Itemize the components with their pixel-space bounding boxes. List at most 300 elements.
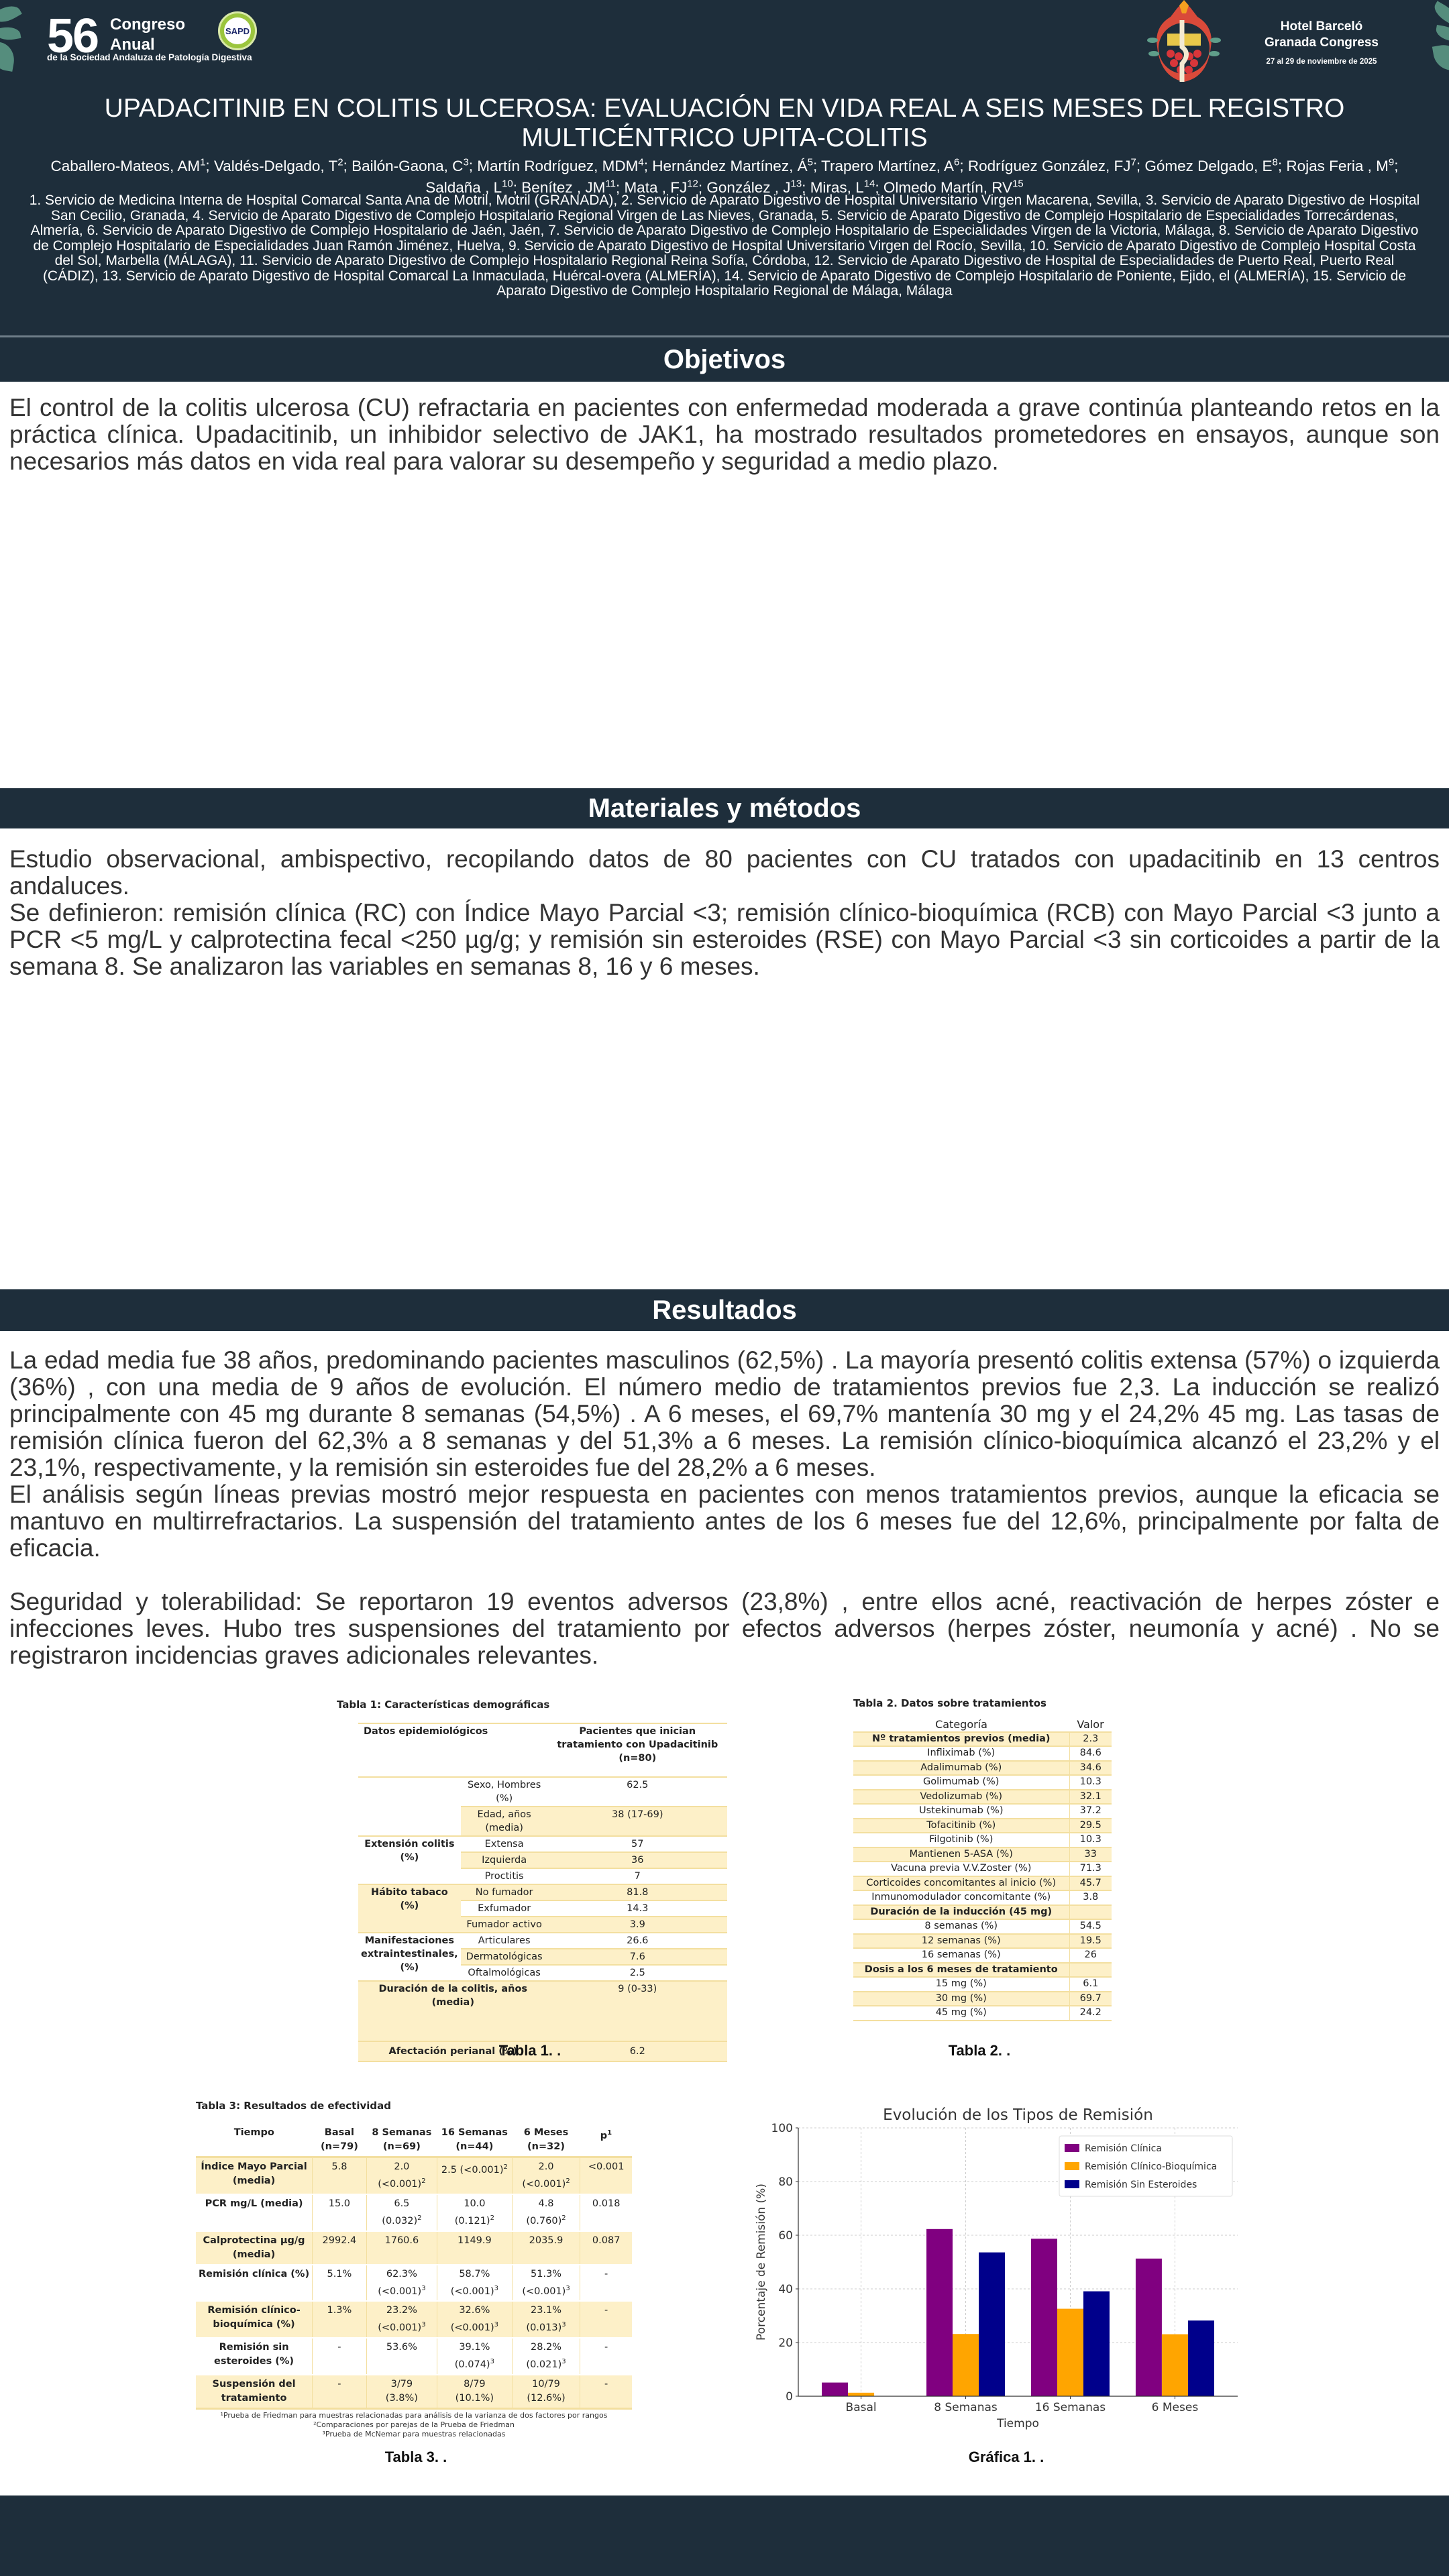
table2-value-cell: 37.2 <box>1069 1804 1112 1819</box>
table3-value-cell <box>437 2194 513 2231</box>
bar-1-0 <box>848 2393 874 2396</box>
table3-label-cell: Remisión clínico-bioquímica (%) <box>196 2301 313 2338</box>
y-tick-label: 60 <box>778 2229 793 2243</box>
table2-row <box>853 2006 1112 2021</box>
table2-category-cell: Ustekinumab (%) <box>853 1804 1069 1819</box>
table2-value-cell: 34.6 <box>1069 1761 1112 1776</box>
table3-pvalue: (<0.001) <box>378 2178 422 2190</box>
table3-value: <0.001 <box>588 2161 625 2172</box>
section-heading: Objetivos <box>663 345 786 374</box>
table3-value: 53.6% <box>386 2342 417 2353</box>
author-affiliation-number: 1 <box>200 156 206 168</box>
table3-pvalue: (12.6%) <box>527 2393 566 2404</box>
author-separator: ; <box>1394 157 1399 174</box>
table2-category-cell: Tofacitinib (%) <box>853 1819 1069 1833</box>
table3-row <box>196 2338 632 2375</box>
author-separator: ; <box>802 179 810 196</box>
bar-1-2 <box>1057 2309 1083 2396</box>
table2-row <box>853 1732 1112 1747</box>
table3-footnote: ³Prueba de McNemar para muestras relacionadas <box>322 2430 506 2439</box>
table3-value-cell <box>512 2265 580 2302</box>
table3-value-cell <box>366 2157 437 2194</box>
table1-value-cell: 26.6 <box>548 1933 727 1949</box>
table1-value-cell: 14.3 <box>548 1900 727 1917</box>
table1-header-left: Datos epidemiológicos <box>358 1723 548 1777</box>
table1-value-cell: 6.2 <box>548 2041 727 2061</box>
bar-1-3 <box>1162 2334 1188 2396</box>
table1-label-cell: Articulares <box>461 1933 548 1949</box>
table3-value-cell <box>512 2375 580 2409</box>
author <box>50 158 205 174</box>
table2-value-cell: 10.3 <box>1069 1775 1112 1790</box>
table2-value-cell <box>1069 1963 1112 1978</box>
table1-label-cell: Extensa <box>461 1836 548 1852</box>
table3-row <box>196 2301 632 2338</box>
table3-value: 0.087 <box>592 2235 621 2246</box>
table1 <box>337 1699 729 2062</box>
table2-category-cell: Corticoides concomitantes al inicio (%) <box>853 1876 1069 1891</box>
table2-category-cell: Inmunomodulador concomitante (%) <box>853 1890 1069 1905</box>
author <box>652 158 813 174</box>
table3-value: 4.8 <box>538 2198 554 2209</box>
author-name: Mata , FJ <box>624 179 688 196</box>
table2-row <box>853 1934 1112 1949</box>
table3-header-sup: 1 <box>607 2129 612 2137</box>
table3-label-cell: Remisión clínica (%) <box>196 2265 313 2302</box>
table2-row <box>853 1876 1112 1891</box>
table2-row <box>853 1804 1112 1819</box>
leaf-decoration-icon <box>0 41 17 72</box>
table1-label-cell: Fumador activo <box>461 1917 548 1933</box>
author-separator: ; <box>959 157 968 174</box>
table3-pvalue: (0.021) <box>526 2359 562 2371</box>
table1-header-right: Pacientes que inician tratamiento con Upadacitinib (n=80) <box>548 1723 727 1777</box>
table3-footnote-ref: 2 <box>490 2214 494 2222</box>
table3-pvalue: (10.1%) <box>455 2393 494 2404</box>
table2-value-cell: 19.5 <box>1069 1934 1112 1949</box>
table3-footnote-ref: 3 <box>494 2321 499 2329</box>
section-header-objetivos <box>0 337 1449 382</box>
author-name: Olmedo Martín, RV <box>883 179 1013 196</box>
table3-header-sub: (n=44) <box>455 2141 494 2152</box>
table3-value-cell <box>437 2157 513 2194</box>
table3-value: - <box>604 2268 608 2279</box>
x-axis-label: Tiempo <box>997 2417 1039 2430</box>
table3-row <box>196 2157 632 2194</box>
congress-logo <box>47 9 302 70</box>
table2-header-value: Valor <box>1077 1717 1104 1731</box>
table2-row <box>853 1790 1112 1805</box>
author-separator: ; <box>1277 157 1287 174</box>
author <box>477 158 643 174</box>
table3-value: 62.3% <box>386 2268 417 2279</box>
table3-value-cell <box>313 2338 367 2375</box>
table1-label-cell: Afectación perianal (%) <box>358 2041 548 2061</box>
table3-value-cell <box>366 2338 437 2375</box>
table3-footnote-ref: 3 <box>490 2358 494 2366</box>
bar-2-2 <box>1083 2292 1110 2396</box>
table1-label-cell: Edad, años (media) <box>461 1807 548 1836</box>
table3-header-cell <box>366 2124 437 2157</box>
y-tick-label: 40 <box>778 2283 793 2296</box>
author-affiliation-number: 4 <box>638 156 644 168</box>
author <box>968 158 1136 174</box>
table3-pvalue: (3.8%) <box>385 2393 418 2404</box>
table3-value: - <box>337 2379 341 2390</box>
table3-footnote-ref: 3 <box>421 2321 426 2329</box>
table3-value-cell <box>512 2194 580 2231</box>
table3-value-cell <box>313 2231 367 2265</box>
table3-value: 0.018 <box>592 2198 621 2209</box>
table1-value-cell: 9 (0-33) <box>548 1981 727 2041</box>
congress-label <box>110 15 185 55</box>
author <box>1286 158 1394 174</box>
table1-title: Tabla 1: Características demográficas <box>337 1699 550 1711</box>
table2-value-cell: 10.3 <box>1069 1833 1112 1847</box>
congress-line2: Anual <box>110 36 155 54</box>
author-separator: ; <box>513 179 522 196</box>
table2-value-cell: 32.1 <box>1069 1790 1112 1805</box>
author-affiliation-number: 2 <box>337 156 343 168</box>
table2-value-cell: 2.3 <box>1069 1732 1112 1747</box>
table1-group-cell: Hábito tabaco (%) <box>358 1884 461 1933</box>
table3-label-cell: Índice Mayo Parcial (media) <box>196 2157 313 2194</box>
table3-header-sub: (n=79) <box>320 2141 358 2152</box>
resultados-body <box>9 1347 1440 1669</box>
author-name: Benítez , JM <box>521 179 606 196</box>
table1-group-cell: Manifestaciones extraintestinales, (%) <box>358 1933 461 1981</box>
table1-value-cell: 57 <box>548 1836 727 1852</box>
poster-header <box>0 0 1449 337</box>
section-heading: Resultados <box>652 1295 797 1325</box>
y-tick-label: 80 <box>778 2176 793 2189</box>
table2-row <box>853 1919 1112 1934</box>
table2-row <box>853 1761 1112 1776</box>
author-name: Valdés-Delgado, T <box>213 157 338 174</box>
table2-category-cell: 15 mg (%) <box>853 1977 1069 1992</box>
table3-value-cell <box>580 2231 632 2265</box>
table2-value-cell: 54.5 <box>1069 1919 1112 1934</box>
author-affiliation-number: 11 <box>605 178 616 190</box>
table3-value-cell <box>437 2231 513 2265</box>
table3-value-cell <box>437 2265 513 2302</box>
table3-value: 2.0 <box>538 2161 554 2172</box>
table2-category-cell: Mantienen 5-ASA (%) <box>853 1847 1069 1862</box>
table2-title: Tabla 2. Datos sobre tratamientos <box>853 1697 1046 1709</box>
author-separator: ; <box>643 157 653 174</box>
table3-header-cell <box>437 2124 513 2157</box>
table2-row <box>853 1746 1112 1761</box>
table1-row <box>358 1884 727 1900</box>
table3-value: 10.0 <box>464 2198 486 2209</box>
table1-value-cell: 81.8 <box>548 1884 727 1900</box>
table3-value-cell <box>512 2301 580 2338</box>
author <box>821 158 959 174</box>
x-tick-label: 8 Semanas <box>934 2401 998 2414</box>
table3-value: 15.0 <box>328 2198 351 2209</box>
table3-row <box>196 2194 632 2231</box>
table3-pvalue: (<0.001) <box>522 2286 566 2297</box>
table2-category-cell: Duración de la inducción (45 mg) <box>853 1905 1069 1920</box>
author-list <box>27 153 1422 197</box>
table3-value-cell <box>313 2375 367 2409</box>
table3-header-main: Tiempo <box>233 2127 274 2138</box>
table1-label-cell: No fumador <box>461 1884 548 1900</box>
table3-value: 8/79 <box>464 2379 486 2390</box>
table3-label-cell: PCR mg/L (media) <box>196 2194 313 2231</box>
table3-value: 32.6% <box>459 2305 490 2316</box>
legend-swatch-1 <box>1065 2162 1079 2170</box>
table2-row <box>853 1847 1112 1862</box>
table2-value-cell: 24.2 <box>1069 2006 1112 2021</box>
granada-pomegranate-logo-icon <box>1140 0 1228 84</box>
sapd-logo-text: SAPD <box>224 17 251 44</box>
table1-row <box>358 1777 727 1807</box>
table3-pvalue: (0.074) <box>454 2359 490 2371</box>
table3-value: 6.5 <box>394 2198 410 2209</box>
author-separator: ; <box>205 157 214 174</box>
table2-value-cell: 33 <box>1069 1847 1112 1862</box>
table3-value: - <box>604 2342 608 2353</box>
table3-grid <box>196 2124 632 2410</box>
bar-2-1 <box>979 2253 1005 2396</box>
table1-row <box>358 1981 727 2041</box>
table3-header-sub: (n=69) <box>382 2141 421 2152</box>
table1-value-cell: 7.6 <box>548 1949 727 1965</box>
table3-value-cell <box>580 2157 632 2194</box>
table3-value-cell <box>580 2375 632 2409</box>
table3-value: - <box>337 2342 341 2353</box>
table1-value-cell: 36 <box>548 1852 727 1868</box>
chart-title: Evolución de los Tipos de Remisión <box>883 2106 1153 2124</box>
congress-dates: 27 al 29 de noviembre de 2025 <box>1266 58 1377 66</box>
y-tick-label: 20 <box>778 2337 793 2350</box>
table3-title: Tabla 3: Resultados de efectividad <box>196 2100 391 2112</box>
table2-caption: Tabla 2. . <box>948 2042 1011 2059</box>
table2-row <box>853 1775 1112 1790</box>
table2-row <box>853 1833 1112 1847</box>
legend-swatch-2 <box>1065 2180 1079 2188</box>
table3-value: 1760.6 <box>384 2235 419 2246</box>
table2-value-cell: 26 <box>1069 1948 1112 1963</box>
author-separator: ; <box>1136 157 1145 174</box>
author-name: González , J <box>706 179 791 196</box>
author-name: Trapero Martínez, A <box>821 157 955 174</box>
table3-value: 2992.4 <box>322 2235 357 2246</box>
table3-footnote-ref: 3 <box>421 2284 426 2292</box>
table3-pvalue: (0.032) <box>382 2215 418 2226</box>
table1-label-cell: Duración de la colitis, años (media) <box>358 1981 548 2041</box>
table2-value-cell: 45.7 <box>1069 1876 1112 1891</box>
table3-value-cell <box>437 2338 513 2375</box>
table3-value: 2035.9 <box>529 2235 564 2246</box>
table2-category-cell: Adalimumab (%) <box>853 1761 1069 1776</box>
author-separator: ; <box>615 179 625 196</box>
table1-value-cell: 2.5 <box>548 1965 727 1981</box>
table3-footnote-ref: 3 <box>566 2284 570 2292</box>
table3-value-cell <box>313 2157 367 2194</box>
table2-value-cell: 69.7 <box>1069 1992 1112 2006</box>
table3-footnote-ref: 2 <box>421 2178 426 2185</box>
resultados-paragraph: El análisis según líneas previas mostró mejor respuesta en pacientes con menos tratamientos previos, aunque la eficacia se mantuvo en multirrefractarios. La suspensión del tratamiento antes de los 6 meses fue del 12,6%, principalmente por falta de eficacia. <box>9 1481 1440 1562</box>
author-name: Bailón-Gaona, C <box>352 157 464 174</box>
x-tick-label: Basal <box>845 2401 877 2414</box>
table3-footnote: ¹Prueba de Friedman para muestras relacionadas para análisis de la varianza de dos factores por rangos <box>220 2411 608 2420</box>
y-tick-label: 0 <box>786 2390 793 2404</box>
table3-footnote-ref: 2 <box>561 2214 566 2222</box>
table3-value: 23.1% <box>530 2305 562 2316</box>
table1-label-cell: Proctitis <box>461 1868 548 1884</box>
legend-label-0: Remisión Clínica <box>1085 2143 1162 2154</box>
table3-label-cell: Calprotectina µg/g (media) <box>196 2231 313 2265</box>
bar-0-3 <box>1136 2259 1162 2396</box>
author-affiliation-number: 6 <box>954 156 960 168</box>
table1-value-cell: 7 <box>548 1868 727 1884</box>
leaf-decoration-icon <box>1431 1 1449 25</box>
author-name: Rojas Feria , M <box>1286 157 1389 174</box>
table2-row <box>853 1890 1112 1905</box>
table3-value-cell <box>366 2301 437 2338</box>
author <box>1144 158 1277 174</box>
congress-line1: Congreso <box>110 15 186 34</box>
table3-row <box>196 2265 632 2302</box>
table2-category-cell: 16 semanas (%) <box>853 1948 1069 1963</box>
table1-value-cell: 3.9 <box>548 1917 727 1933</box>
table3-caption: Tabla 3. . <box>384 2449 447 2465</box>
congress-number: 56 <box>47 9 99 63</box>
table3-header-main: 8 Semanas <box>372 2127 432 2138</box>
venue-info <box>1254 19 1389 66</box>
table2-category-cell: Filgotinib (%) <box>853 1833 1069 1847</box>
metodos-body <box>9 846 1440 980</box>
table3-header-sub: (n=32) <box>527 2141 565 2152</box>
table3-pvalue: (<0.001) <box>450 2286 494 2297</box>
table3-value-cell <box>366 2265 437 2302</box>
table2 <box>853 1697 1122 2021</box>
table3 <box>196 2100 639 2439</box>
table3-value-cell <box>366 2375 437 2409</box>
table3-value: 39.1% <box>459 2342 490 2353</box>
table1-label-cell: Sexo, Hombres (%) <box>461 1777 548 1807</box>
author-name: Miras, L <box>810 179 864 196</box>
table3-label-cell: Suspensión del tratamiento <box>196 2375 313 2409</box>
table2-row <box>853 1905 1112 1920</box>
objetivos-paragraph: El control de la colitis ulcerosa (CU) refractaria en pacientes con enfermedad moderada a grave continúa planteando retos en la práctica clínica. Upadacitinib, un inhibidor selectivo de JAK1, ha mostrado resultados prometedores en ensayos, aunque son necesarios más datos en vida real para valorar su desempeño y seguridad a medio plazo. <box>9 394 1440 475</box>
leaf-decoration-icon <box>0 1 22 27</box>
table3-header-main: 16 Semanas <box>441 2127 508 2138</box>
table3-label-cell: Remisión sin esteroides (%) <box>196 2338 313 2375</box>
table3-value: 3/79 <box>390 2379 413 2390</box>
author-affiliation-number: 3 <box>463 156 469 168</box>
table3-value: 5.8 <box>331 2161 347 2172</box>
table3-footnote-ref: 3 <box>494 2284 499 2292</box>
table2-category-cell: 30 mg (%) <box>853 1992 1069 2006</box>
x-tick-label: 6 Meses <box>1151 2401 1199 2414</box>
remission-bar-chart <box>745 2100 1254 2435</box>
venue-congress: Granada Congress <box>1265 36 1379 50</box>
table2-category-cell: 8 semanas (%) <box>853 1919 1069 1934</box>
author-name: Rodríguez González, FJ <box>967 157 1131 174</box>
table3-footnotes <box>196 2411 632 2439</box>
leaf-decoration-icon <box>1435 25 1449 42</box>
table3-value: 2.5 (<0.001) <box>441 2164 504 2176</box>
table1-value-cell: 62.5 <box>548 1777 727 1807</box>
table3-header-cell <box>512 2124 580 2157</box>
table3-footnote-ref: 2 <box>417 2214 422 2222</box>
table3-value-cell <box>512 2157 580 2194</box>
leaf-decoration-icon <box>1432 42 1449 73</box>
table3-value-cell <box>366 2231 437 2265</box>
table3-value-cell <box>313 2265 367 2302</box>
affiliations: 1. Servicio de Medicina Interna de Hospital Comarcal Santa Ana de Motril, Motril (GRANADA), 2. Servicio de Aparato Digestivo de Hospital Universitario Virgen Macarena, Sevilla, 3. Servicio de Aparato Digestivo de Hospital San Cecilio, Granada, 4. Servicio de Aparato Digestivo de Complejo Hospitalario Regional Virgen de Las Nieves, Granada, 5. Servicio de Aparato Digestivo de Complejo Hospitalario de Especialidades Torrecárdenas, Almería, 6. Servicio de Aparato Digestivo de Complejo Hospitalario de Jaén, Jaén, 7. Servicio de Aparato Digestivo de Complejo Hospitalario de Especialidades Virgen de la Victoria, Málaga, 8. Servicio de Aparato Digestivo de Complejo Hospitalario de Especialidades Juan Ramón Jiménez, Huelva, 9. Servicio de Aparato Digestivo de Hospital Universitario Virgen del Rocío, Sevilla, 10. Servicio de Aparato Digestivo de Complejo Hospital Costa del Sol, Marbella (MÁLAGA), 11. Servicio de Aparato Digestivo de Complejo Hospitalario Regional Reina Sofía, Córdoba, 12. Servicio de Aparato Digestivo de Hospital de Especialidades de Puerto Real, Puerto Real (CÁDIZ), 13. Servicio de Aparato Digestivo de Hospital Comarcal La Inmaculada, Huércal-overa (ALMERÍA), 14. Servicio de Aparato Digestivo de Complejo Hospitalario de Poniente, Ejido, el (ALMERÍA), 15. Servicio de Aparato Digestivo de Complejo Hospitalario Regional de Málaga, Málaga <box>29 193 1420 299</box>
author-affiliation-number: 7 <box>1130 156 1136 168</box>
table2-category-cell: 12 semanas (%) <box>853 1934 1069 1949</box>
author-affiliation-number: 14 <box>863 178 875 190</box>
author-name: Hernández Martínez, Á <box>652 157 808 174</box>
section-heading: Materiales y métodos <box>588 794 861 823</box>
table3-pvalue: (0.121) <box>454 2215 490 2226</box>
table1-label-cell: Izquierda <box>461 1852 548 1868</box>
table2-value-cell <box>1069 1905 1112 1920</box>
table2-value-cell: 84.6 <box>1069 1746 1112 1761</box>
author-separator: ; <box>343 157 352 174</box>
section-header-resultados <box>0 1289 1449 1331</box>
table3-footnote-ref: 3 <box>561 2321 566 2329</box>
table3-row <box>196 2231 632 2265</box>
table3-value: 58.7% <box>459 2268 490 2279</box>
resultados-paragraph: Seguridad y tolerabilidad: Se reportaron 19 eventos adversos (23,8%) , entre ellos acné, reactivación de herpes zóster e infecciones leves. Hubo tres suspensiones del tratamiento por efectos adversos (herpes zóster, neumonía y acné) . No se registraron incidencias graves adicionales relevantes. <box>9 1588 1440 1669</box>
table3-header-cell <box>196 2124 313 2157</box>
author-affiliation-number: 9 <box>1388 156 1395 168</box>
table2-category-cell: Golimumab (%) <box>853 1775 1069 1790</box>
table3-value-cell <box>512 2338 580 2375</box>
y-axis-label: Porcentaje de Remisión (%) <box>755 2184 768 2341</box>
legend-label-1: Remisión Clínico-Bioquímica <box>1085 2161 1218 2172</box>
author-separator: ; <box>468 157 478 174</box>
table3-value-cell <box>313 2194 367 2231</box>
table1-group-cell: Extensión colitis (%) <box>358 1836 461 1884</box>
table3-value-cell <box>437 2301 513 2338</box>
society-name: de la Sociedad Andaluza de Patología Digestiva <box>47 52 252 62</box>
table2-category-cell: Vedolizumab (%) <box>853 1790 1069 1805</box>
table3-value: 10/79 <box>532 2379 560 2390</box>
table2-grid <box>853 1717 1112 2021</box>
table2-value-cell: 71.3 <box>1069 1862 1112 1876</box>
table3-value: 1.3% <box>327 2305 352 2316</box>
table2-row <box>853 1819 1112 1833</box>
legend-swatch-0 <box>1065 2144 1079 2152</box>
table3-pvalue: (<0.001) <box>378 2322 422 2334</box>
table2-category-cell: Nº tratamientos previos (media) <box>853 1732 1069 1747</box>
table3-header-main: 6 Meses <box>523 2127 569 2138</box>
table2-row <box>853 1862 1112 1876</box>
table3-value: 2.0 <box>394 2161 410 2172</box>
table3-row <box>196 2375 632 2409</box>
author-affiliation-number: 8 <box>1272 156 1278 168</box>
table2-row <box>853 1977 1112 1992</box>
table3-value: 51.3% <box>530 2268 562 2279</box>
table2-category-cell: Dosis a los 6 meses de tratamiento <box>853 1963 1069 1978</box>
author-separator: ; <box>875 179 883 196</box>
table2-row <box>853 1948 1112 1963</box>
author-affiliation-number: 13 <box>790 178 802 190</box>
author-affiliation-number: 10 <box>502 178 513 190</box>
table3-value: 28.2% <box>530 2342 562 2353</box>
table3-header-cell <box>313 2124 367 2157</box>
table3-value: 23.2% <box>386 2305 417 2316</box>
table3-footnote-ref: 2 <box>566 2178 570 2185</box>
table1-label-cell: Exfumador <box>461 1900 548 1917</box>
